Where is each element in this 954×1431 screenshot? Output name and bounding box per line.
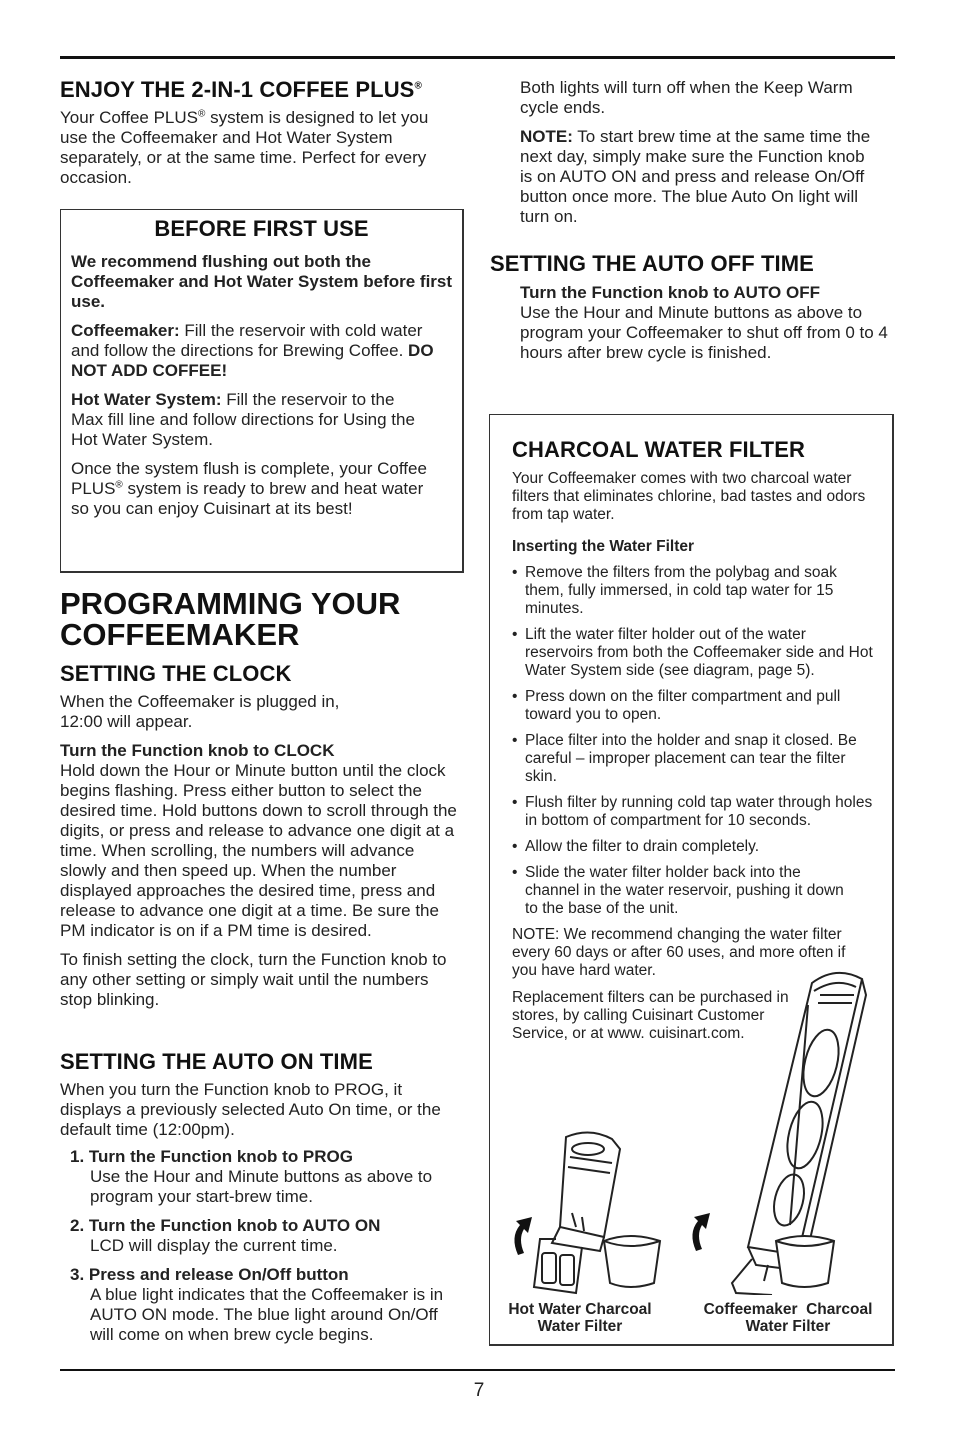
programming-title <box>60 588 460 650</box>
enjoy-heading: ENJOY THE 2-IN-1 COFFEE PLUS® <box>60 77 422 102</box>
charcoal-filter-box <box>489 414 894 1346</box>
list-item: • Lift the water filter holder out of the water reservoirs from both the Coffeemaker side and Hot Water System side (see diagram, page 5). <box>512 626 874 680</box>
before-first-use-heading: BEFORE FIRST USE <box>154 216 369 241</box>
filter-steps-list <box>512 564 874 918</box>
clock-subhead: Turn the Function knob to CLOCK <box>60 741 335 760</box>
step-desc: LCD will display the current time. <box>90 1236 338 1255</box>
list-item: • Press down on the filter compartment and pull toward you to open. <box>512 688 874 724</box>
filter-intro: Your Coffeemaker comes with two charcoal water filters that eliminates chlorine, bad tastes and odors from tap water. <box>512 470 866 523</box>
clock-text: Hold down the Hour or Minute button until the clock begins flashing. Press either button to select the desired time. Hold buttons down to scroll through the digits, or press and release to advance one digit at a time. When scrolling, the numbers will advance slowly and then speed up. When the number displayed approaches the desired time, press and release to advance one digit at a time. Be sure the PM indicator is on if a PM time is desired. <box>60 761 457 940</box>
filter-replacement: Replacement filters can be purchased in stores, by calling Cuisinart Customer Service, or at www. cuisinart.com. <box>512 989 789 1042</box>
charcoal-filter-heading: CHARCOAL WATER FILTER <box>512 437 805 462</box>
first-use-hot-water: Hot Water System: Fill the reservoir to the Max fill line and follow directions for Using the Hot Water System. <box>71 390 415 449</box>
curved-arrow-icon <box>508 1213 536 1257</box>
enjoy-text: Your Coffee PLUS® system is designed to let you use the Coffeemaker and Hot Water System separately, or at the same time. Perfect for every occasion. <box>60 108 429 187</box>
step-title: 3. Press and release On/Off button <box>70 1265 349 1284</box>
step-title: 1. Turn the Function knob to PROG <box>70 1147 353 1166</box>
auto-on-note: NOTE: To start brew time at the same time the next day, simply make sure the Function knob is on AUTO ON and press and release On/Off button once more. The blue Auto On light will turn on. <box>520 127 871 226</box>
before-first-use-box <box>60 209 464 573</box>
clock-heading: SETTING THE CLOCK <box>60 661 292 686</box>
auto-on-heading: SETTING THE AUTO ON TIME <box>60 1049 373 1074</box>
coffeemaker-charcoal-filter-illustration <box>772 1233 838 1289</box>
curved-arrow-icon <box>686 1209 714 1253</box>
filter-note: NOTE: We recommend changing the water filter every 60 days or after 60 uses, and more often if you have hard water. <box>512 926 846 979</box>
programming-title-line2: COFFEEMAKER <box>60 617 300 652</box>
step-desc: Use the Hour and Minute buttons as above to program your start-brew time. <box>90 1167 433 1206</box>
hot-water-charcoal-filter-illustration <box>600 1233 664 1289</box>
clock-intro: When the Coffeemaker is plugged in, 12:00 will appear. <box>60 692 340 731</box>
auto-off-text: Use the Hour and Minute buttons as above to program your Coffeemaker to shut off from 0 to 4 hours after brew cycle is finished. <box>520 303 888 362</box>
auto-on-step <box>70 1147 460 1207</box>
auto-on-step <box>70 1216 460 1256</box>
list-item: • Allow the filter to drain completely. <box>512 838 874 856</box>
auto-off-section <box>490 251 895 363</box>
auto-on-continued <box>520 78 890 227</box>
list-item: • Slide the water filter holder back into the channel in the water reservoir, pushing it down to the base of the unit. <box>512 864 845 918</box>
first-use-coffeemaker: Coffeemaker: Fill the reservoir with cold water and follow the directions for Brewing Coffee. DO NOT ADD COFFEE! <box>71 321 434 380</box>
programming-title-line1: PROGRAMMING YOUR <box>60 586 401 621</box>
auto-on-step <box>70 1265 460 1345</box>
keep-warm-text: Both lights will turn off when the Keep Warm cycle ends. <box>520 78 853 117</box>
step-title: 2. Turn the Function knob to AUTO ON <box>70 1216 381 1235</box>
auto-off-heading: SETTING THE AUTO OFF TIME <box>490 251 814 276</box>
top-rule <box>60 56 895 59</box>
coffeemaker-filter-caption: Coffeemaker Charcoal Water Filter <box>703 1301 873 1335</box>
list-item: • Remove the filters from the polybag and soak them, fully immersed, in cold tap water for 15 minutes. <box>512 564 874 618</box>
list-item: • Place filter into the holder and snap it closed. Be careful – improper placement can tear the filter skin. <box>512 732 873 786</box>
enjoy-section <box>60 77 460 188</box>
bottom-rule <box>60 1369 895 1371</box>
auto-off-subhead: Turn the Function knob to AUTO OFF <box>520 283 820 302</box>
page-number: 7 <box>473 1380 485 1401</box>
first-use-intro: We recommend flushing out both the Coffeemaker and Hot Water System before first use. <box>71 252 453 311</box>
hot-water-filter-caption: Hot Water Charcoal Water Filter <box>508 1301 652 1335</box>
auto-on-steps <box>70 1147 460 1354</box>
first-use-flush-complete: Once the system flush is complete, your Coffee PLUS® system is ready to brew and heat water so you can enjoy Cuisinart at its best! <box>71 459 427 518</box>
list-item: • Flush filter by running cold tap water through holes in bottom of compartment for 10 seconds. <box>512 794 874 830</box>
clock-finish: To finish setting the clock, turn the Function knob to any other setting or simply wait until the numbers stop blinking. <box>60 950 447 1009</box>
auto-on-section <box>60 1049 460 1140</box>
step-desc: A blue light indicates that the Coffeemaker is in AUTO ON mode. The blue light around On/Off will come on when brew cycle begins. <box>90 1285 444 1344</box>
auto-on-intro: When you turn the Function knob to PROG, it displays a previously selected Auto On time, or the default time (12:00pm). <box>60 1080 441 1139</box>
filter-subhead: Inserting the Water Filter <box>512 538 695 555</box>
clock-section <box>60 661 465 1010</box>
